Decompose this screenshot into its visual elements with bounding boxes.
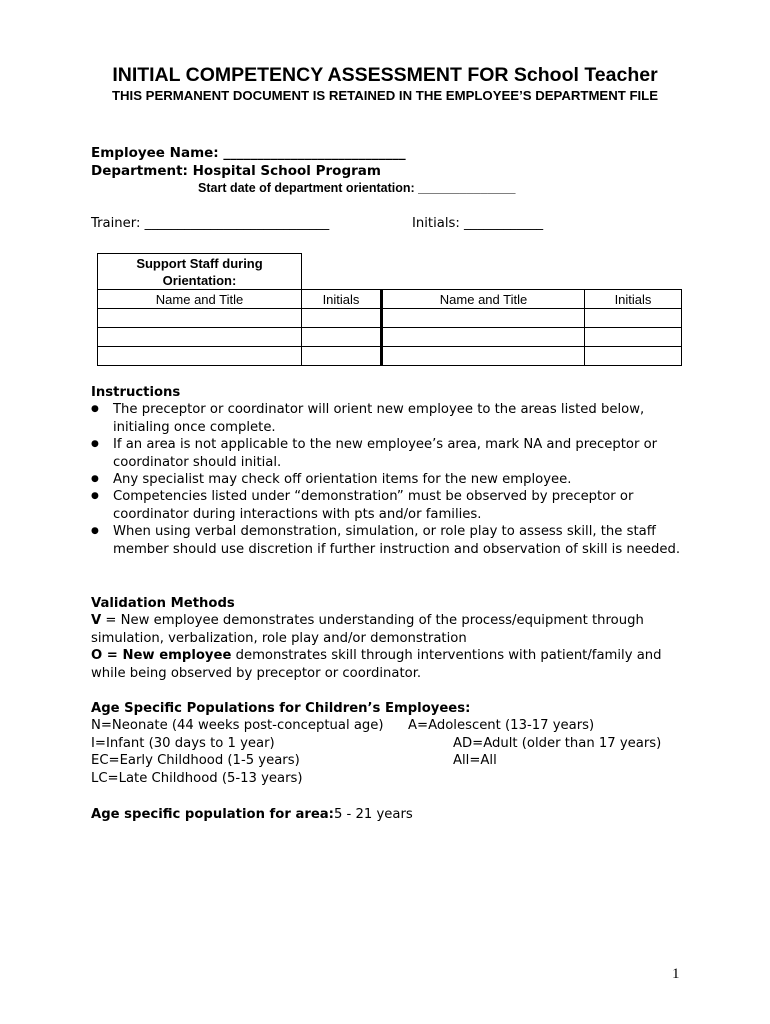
column-header-row xyxy=(98,290,682,309)
trainer-line[interactable]: ____________________________ xyxy=(144,216,330,231)
list-item: ● If an area is not applicable to the new employee’s area, mark NA and preceptor or coordinator should initial. xyxy=(91,436,681,471)
initials-field[interactable] xyxy=(412,216,543,231)
start-date-line[interactable]: ______________ xyxy=(418,181,516,195)
validation-v xyxy=(91,612,681,647)
initials-label: Initials: xyxy=(412,216,460,231)
column-header: Initials xyxy=(585,290,682,309)
employee-name-label: Employee Name: xyxy=(91,145,219,161)
table-cell[interactable] xyxy=(585,309,682,328)
table-cell[interactable] xyxy=(98,309,302,328)
table-cell[interactable] xyxy=(382,309,585,328)
age-item: AD=Adult (older than 17 years) xyxy=(453,735,662,751)
area-population-value: 5 - 21 years xyxy=(333,807,413,822)
employee-name-field[interactable] xyxy=(91,145,406,161)
table-cell[interactable] xyxy=(98,347,302,366)
validation-v-text: = New employee demonstrates understanding of the process/equipment through simulation, verbalization, role play and/or demonstration xyxy=(91,613,644,646)
validation-v-key: V xyxy=(91,613,102,629)
list-item: ● Any specialist may check off orientation items for the new employee. xyxy=(91,471,681,488)
area-population-label: Age specific population for area: xyxy=(91,807,334,822)
age-item: I=Infant (30 days to 1 year) xyxy=(91,735,275,751)
table-cell[interactable] xyxy=(302,309,382,328)
instructions-section xyxy=(91,384,681,558)
list-item: ● The preceptor or coordinator will orient new employee to the areas listed below, initialing once complete. xyxy=(91,401,681,436)
validation-section xyxy=(91,595,681,682)
area-population xyxy=(91,806,413,823)
table-cell[interactable] xyxy=(585,328,682,347)
start-date-field[interactable] xyxy=(198,181,516,195)
column-header: Name and Title xyxy=(98,290,302,309)
list-item: ● When using verbal demonstration, simulation, or role play to assess skill, the staff member should use discretion if further instruction and observation of skill is needed. xyxy=(91,523,681,558)
age-specific-section xyxy=(91,700,691,787)
validation-o xyxy=(91,647,681,682)
validation-heading: Validation Methods xyxy=(91,596,235,611)
column-header: Initials xyxy=(302,290,382,309)
employee-name-line[interactable]: ___________________________ xyxy=(223,145,406,161)
trainer-label: Trainer: xyxy=(91,216,141,231)
table-cell[interactable] xyxy=(382,328,585,347)
instructions-list xyxy=(91,401,681,558)
age-left-column xyxy=(91,717,384,787)
age-item: EC=Early Childhood (1-5 years) xyxy=(91,753,300,769)
page-number: 1 xyxy=(672,966,680,982)
table-row[interactable] xyxy=(98,328,682,347)
document-title: INITIAL COMPETENCY ASSESSMENT FOR School Teacher xyxy=(112,64,658,86)
support-staff-table xyxy=(97,253,682,366)
instructions-heading: Instructions xyxy=(91,385,181,400)
age-specific-heading: Age Specific Populations for Children’s Employees: xyxy=(91,701,471,716)
table-row[interactable] xyxy=(98,309,682,328)
support-staff-header: Support Staff during Orientation: xyxy=(98,254,302,290)
table-cell[interactable] xyxy=(302,347,382,366)
document-subtitle: THIS PERMANENT DOCUMENT IS RETAINED IN THE EMPLOYEE’S DEPARTMENT FILE xyxy=(111,88,659,103)
validation-o-text: demonstrates skill through interventions with patient/family and while being observed by preceptor or coordinator. xyxy=(91,648,662,681)
table-cell[interactable] xyxy=(382,347,585,366)
list-item: ● Competencies listed under “demonstration” must be observed by preceptor or coordinator during interactions with pts and/or families. xyxy=(91,488,681,523)
department-line: Department: Hospital School Program xyxy=(91,163,381,179)
initials-line[interactable]: ____________ xyxy=(464,216,544,231)
table-cell[interactable] xyxy=(302,328,382,347)
trainer-field[interactable] xyxy=(91,216,329,231)
age-item: LC=Late Childhood (5-13 years) xyxy=(91,770,303,786)
age-item: A=Adolescent (13-17 years) xyxy=(408,718,595,734)
column-header: Name and Title xyxy=(382,290,585,309)
table-cell[interactable] xyxy=(585,347,682,366)
start-date-label: Start date of department orientation: xyxy=(198,181,415,195)
table-cell[interactable] xyxy=(98,328,302,347)
table-row[interactable] xyxy=(98,347,682,366)
age-item: All=All xyxy=(453,753,497,769)
validation-o-key: O = New employee xyxy=(91,648,232,664)
age-item: N=Neonate (44 weeks post-conceptual age) xyxy=(91,718,384,734)
